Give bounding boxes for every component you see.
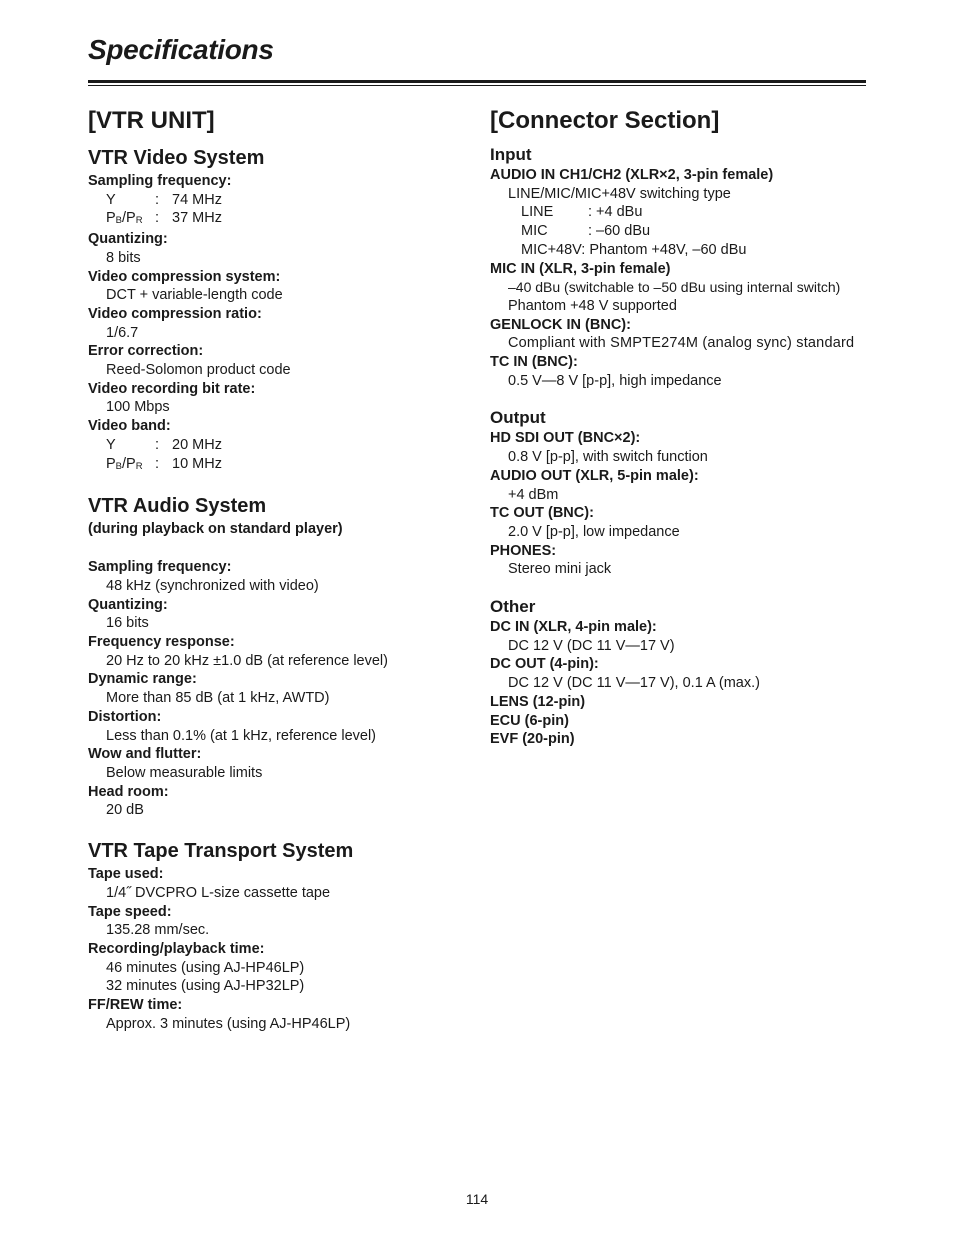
spec-value: 20 Hz to 20 kHz ±1.0 dB (at reference level) (106, 652, 388, 669)
input-section (490, 144, 866, 390)
spec-label: Tape used: (88, 866, 164, 883)
spec-colon: : (155, 436, 160, 453)
vtr-audio-system-section (88, 492, 458, 820)
spec-label: PHONES: (490, 542, 557, 559)
spec-key: Y (106, 191, 116, 208)
spec-label: Frequency response: (88, 634, 235, 651)
spec-colon: : (155, 210, 160, 227)
spec-colon: : (155, 191, 160, 208)
spec-value: MIC+48V: Phantom +48V, –60 dBu (521, 241, 747, 258)
spec-label: Quantizing: (88, 596, 168, 613)
spec-label: AUDIO OUT (XLR, 5-pin male): (490, 467, 699, 484)
spec-key: $P_B/P_R$ (106, 455, 143, 472)
spec-label: DC OUT (4-pin): (490, 656, 599, 673)
spec-value: 135.28 mm/sec. (106, 922, 210, 939)
spec-label: Video band: (88, 418, 171, 435)
spec-label: FF/REW time: (88, 997, 183, 1014)
spec-label: TC OUT (BNC): (490, 505, 594, 522)
spec-value: 1/4˝ DVCPRO L-size cassette tape (106, 884, 331, 901)
other-heading: Other (490, 597, 536, 617)
page-title: Specifications (88, 34, 274, 65)
spec-value: 10 MHz (172, 455, 222, 472)
spec-value: 46 minutes (using AJ-HP46LP) (106, 959, 305, 976)
spec-value: 37 MHz (172, 210, 222, 227)
spec-value: DCT + variable-length code (106, 287, 283, 304)
spec-value: 48 kHz (synchronized with video) (106, 577, 319, 594)
spec-value-row (88, 455, 458, 476)
spec-value: 100 Mbps (106, 399, 170, 416)
spec-label: LENS (12-pin) (490, 693, 586, 710)
spec-label: Video recording bit rate: (88, 380, 256, 397)
spec-label: DC IN (XLR, 4-pin male): (490, 619, 657, 636)
spec-value: Less than 0.1% (at 1 kHz, reference level) (106, 727, 376, 744)
section-note: (during playback on standard player) (88, 521, 343, 538)
spec-value: 2.0 V [p-p], low impedance (508, 523, 680, 540)
spec-label: ECU (6-pin) (490, 712, 569, 729)
vtr-tape-transport-heading: VTR Tape Transport System (88, 840, 354, 863)
spec-label: Wow and flutter: (88, 746, 202, 763)
spec-value: More than 85 dB (at 1 kHz, AWTD) (106, 690, 330, 707)
spec-label: Video compression system: (88, 268, 281, 285)
spec-key: $P_B/P_R$ (106, 210, 143, 227)
spec-label: EVF (20-pin) (490, 731, 575, 748)
spec-value: : –60 dBu (588, 223, 651, 240)
spec-value: 20 MHz (172, 436, 222, 453)
spec-label: Recording/playback time: (88, 940, 265, 957)
output-heading: Output (490, 408, 546, 428)
spec-value: –40 dBu (switchable to –50 dBu using internal switch) (508, 279, 841, 296)
spec-value: Stereo mini jack (508, 561, 612, 578)
spec-value: Approx. 3 minutes (using AJ-HP46LP) (106, 1015, 351, 1032)
spec-value: DC 12 V (DC 11 V—17 V), 0.1 A (max.) (508, 675, 760, 692)
spec-value: Compliant with SMPTE274M (analog sync) standard (508, 335, 855, 352)
spec-label: Error correction: (88, 343, 204, 360)
vtr-video-system-heading: VTR Video System (88, 147, 265, 169)
spec-value: 0.8 V [p-p], with switch function (508, 449, 708, 466)
other-section (490, 596, 866, 749)
spec-value: 0.5 V—8 V [p-p], high impedance (508, 372, 722, 389)
spec-label: Distortion: (88, 708, 162, 725)
spec-value: +4 dBm (508, 486, 559, 503)
vtr-video-system-section (88, 144, 458, 475)
output-section (490, 407, 866, 579)
spec-value-row (490, 203, 866, 222)
spec-label: Sampling frequency: (88, 173, 232, 189)
spec-value: 32 minutes (using AJ-HP32LP) (106, 978, 305, 995)
vtr-unit-heading: [VTR UNIT] (88, 107, 215, 134)
connector-section-heading: [Connector Section] (490, 107, 720, 134)
spec-value: Phantom +48 V supported (508, 297, 677, 314)
spec-label: Dynamic range: (88, 671, 197, 688)
spec-label: Quantizing: (88, 231, 168, 248)
spec-label: Sampling frequency: (88, 559, 232, 576)
spec-value: 1/6.7 (106, 324, 139, 341)
spec-value-row (88, 436, 458, 455)
spec-value-row (88, 191, 458, 210)
spec-value: 74 MHz (172, 191, 222, 208)
connector-section-column (490, 104, 866, 749)
spec-label: HD SDI OUT (BNC×2): (490, 430, 641, 447)
spec-colon: : (155, 455, 160, 472)
spec-label: AUDIO IN CH1/CH2 (XLR×2, 3-pin female) (490, 167, 774, 183)
spec-label: Head room: (88, 783, 169, 800)
spec-value: 16 bits (106, 615, 149, 632)
spec-label: Video compression ratio: (88, 305, 262, 322)
spec-value: 20 dB (106, 802, 144, 819)
page-number: 114 (465, 1191, 489, 1207)
spec-value: Below measurable limits (106, 764, 263, 781)
vtr-unit-column (88, 104, 458, 1033)
spec-label: MIC IN (XLR, 3-pin female) (490, 260, 671, 277)
spec-key: LINE (521, 204, 554, 221)
vtr-tape-transport-section (88, 837, 458, 1033)
spec-label: Tape speed: (88, 903, 172, 920)
spec-value-row (88, 209, 458, 230)
spec-key: Y (106, 436, 116, 453)
vtr-audio-system-heading: VTR Audio System (88, 495, 267, 518)
spec-value: Reed-Solomon product code (106, 362, 291, 379)
spec-value: LINE/MIC/MIC+48V switching type (508, 185, 731, 202)
spec-label: TC IN (BNC): (490, 354, 578, 371)
spec-value: 8 bits (106, 249, 141, 266)
spec-value-row (490, 222, 866, 241)
spec-key: MIC (521, 223, 548, 240)
spec-label: GENLOCK IN (BNC): (490, 316, 631, 333)
title-rule (88, 80, 866, 86)
spec-value: : +4 dBu (588, 204, 643, 221)
spec-value: DC 12 V (DC 11 V—17 V) (508, 637, 675, 654)
input-heading: Input (490, 145, 532, 164)
